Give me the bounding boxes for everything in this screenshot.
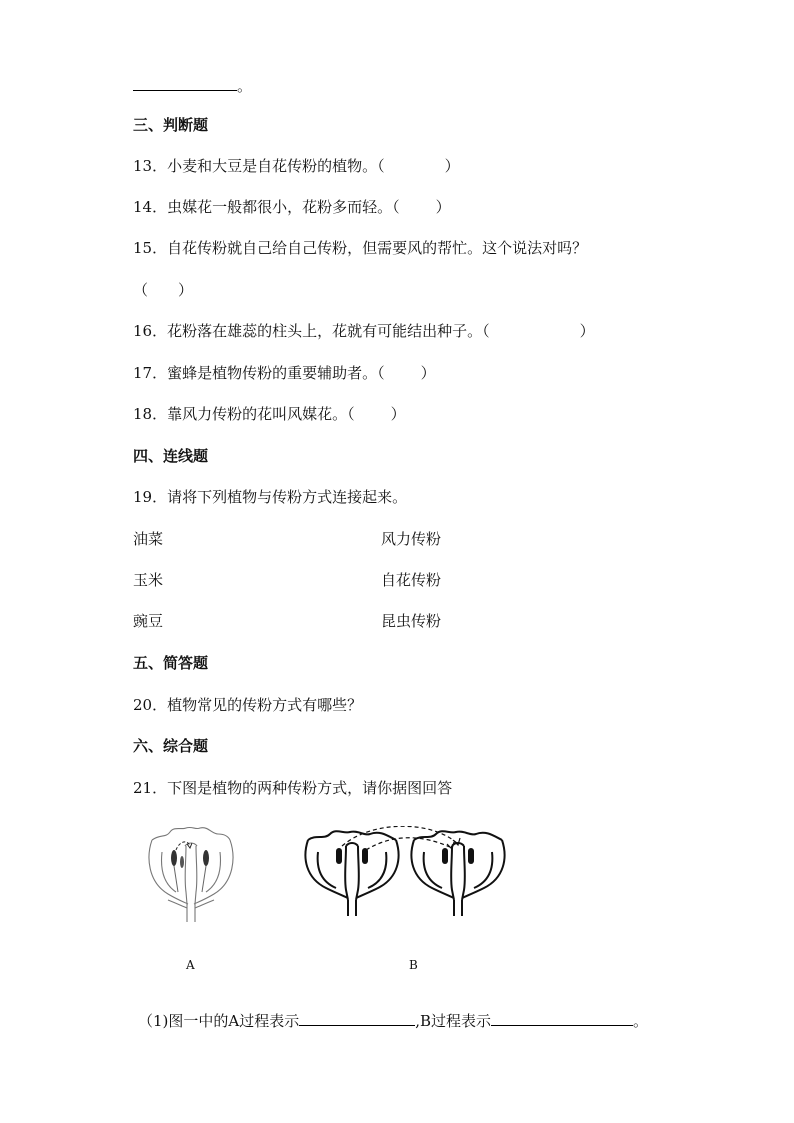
answer-line-continued: 。 <box>133 75 252 96</box>
match-left-item[interactable]: 玉米 <box>133 571 164 589</box>
question-17: 17．蜜蜂是植物传粉的重要辅助者。（ ） <box>133 364 436 382</box>
section-title-judgment: 三、判断题 <box>133 116 209 134</box>
question-13: 13．小麦和大豆是自花传粉的植物。（ ） <box>133 157 460 175</box>
flower-diagram-b <box>302 826 506 918</box>
answer-blank-a[interactable] <box>299 1010 415 1026</box>
section-title-comprehensive: 六、综合题 <box>133 737 209 755</box>
question-14: 14．虫媒花一般都很小，花粉多而轻。（ ） <box>133 198 451 216</box>
question-19: 19．请将下列植物与传粉方式连接起来。 <box>133 488 408 506</box>
match-right-item[interactable]: 昆虫传粉 <box>381 612 442 630</box>
match-left-item[interactable]: 豌豆 <box>133 612 164 630</box>
answer-blank[interactable] <box>133 75 237 91</box>
flower-diagram-a <box>138 822 244 922</box>
question-21-part-1: （1)图一中的A过程表示 ,B过程表示 。 <box>138 1012 649 1030</box>
question-18: 18．靠风力传粉的花叫风媒花。（ ） <box>133 405 406 423</box>
figure-label-b: B <box>409 958 418 972</box>
question-20: 20．植物常见的传粉方式有哪些？ <box>133 696 363 714</box>
match-right-item[interactable]: 自花传粉 <box>381 571 442 589</box>
question-15-answer: （ ） <box>133 281 194 299</box>
question-21: 21．下图是植物的两种传粉方式，请你据图回答 <box>133 779 453 797</box>
match-right-item[interactable]: 风力传粉 <box>381 530 442 548</box>
answer-blank-b[interactable] <box>491 1010 633 1026</box>
question-15: 15．自花传粉就自己给自己传粉，但需要风的帮忙。这个说法对吗？ <box>133 239 588 257</box>
match-left-item[interactable]: 油菜 <box>133 530 164 548</box>
section-title-short-answer: 五、简答题 <box>133 654 209 672</box>
figure-label-a: A <box>186 958 195 972</box>
section-title-matching: 四、连线题 <box>133 447 209 465</box>
question-16: 16．花粉落在雄蕊的柱头上，花就有可能结出种子。（ ） <box>133 322 595 340</box>
